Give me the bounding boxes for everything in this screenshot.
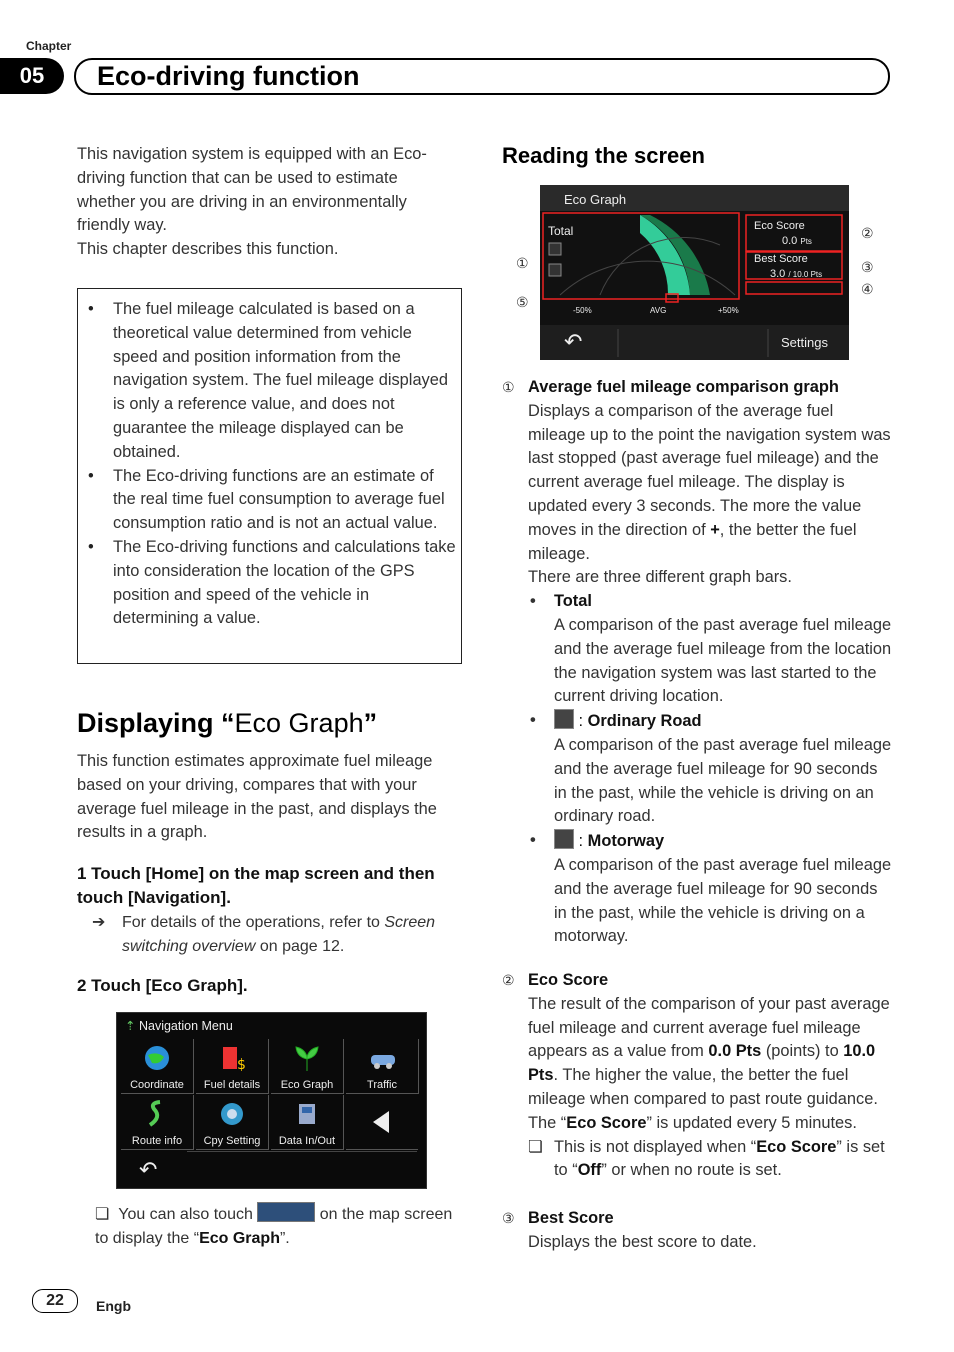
item-text: Displays the best score to date. [528, 1232, 757, 1251]
intro-paragraph-2: This chapter describes this function. [77, 240, 339, 259]
sub-text: A comparison of the past average fuel mileage and the average fuel mileage from the location the navigation system was last started to the current driving location. [554, 615, 892, 706]
fuel-pump-icon [217, 1043, 247, 1073]
axis-label-minus: -50% [573, 306, 592, 315]
eco-graph-shortcut-icon [257, 1202, 315, 1222]
data-card-icon [292, 1099, 322, 1129]
best-score-label: Best Score [754, 253, 808, 265]
nav-item-coordinate[interactable] [121, 1039, 194, 1094]
item-1 [502, 376, 892, 949]
nav-item-data-in-out[interactable] [271, 1095, 344, 1150]
back-icon[interactable]: ↶ [139, 1157, 158, 1182]
displaying-text: This function estimates approximate fuel mileage based on your driving, compares that with your average fuel mileage in the past, and displays the results in a graph. [77, 752, 437, 842]
nav-item-label: Eco Graph [280, 1079, 334, 1091]
gear-icon [217, 1099, 247, 1129]
sub-text: A comparison of the past average fuel mileage and the average fuel mileage for 90 seconds in the past, while the vehicle is driving on a motorway. [554, 855, 892, 946]
tip-text: on the map screen to display the “ [95, 1206, 453, 1247]
item-text: The “Eco Score” is updated every 5 minutes. [528, 1113, 857, 1132]
tip-text: For details of the operations, refer to [122, 914, 385, 931]
note-item: • The fuel mileage calculated is based on a theoretical value determined from vehicle speed and position information from the navigation system. The fuel mileage displayed is only a reference value, and does not guarantee the mileage displayed can be obtained. [86, 298, 456, 465]
back-icon[interactable]: ↶ [564, 329, 583, 354]
graph-bar-total: • Total A comparison of the past average fuel mileage and the average fuel mileage from the location the navigation system was last started to the current driving location. [528, 590, 892, 709]
checkbox-icon: ❏ [528, 1137, 543, 1156]
eco-graph-screenshot [540, 185, 849, 360]
step-1: 1 Touch [Home] on the map screen and then touch [Navigation]. [77, 864, 435, 907]
nav-item-eco-graph[interactable] [271, 1039, 344, 1094]
eco-screen-title: Eco Graph [564, 192, 627, 207]
step-2: 2 Touch [Eco Graph]. [77, 976, 248, 995]
section-heading-reading: Reading the screen [502, 143, 705, 168]
route-icon [142, 1099, 172, 1129]
best-score-value: 3.0 / 10.0 Pts [770, 268, 823, 280]
eco-score-value: 0.0 Pts [782, 235, 812, 247]
step-1-tip [92, 911, 462, 959]
nav-item-fuel-details[interactable] [196, 1039, 269, 1094]
navigation-menu-screenshot [116, 1012, 427, 1189]
language-code: Engb [96, 1298, 131, 1314]
nav-item-label: Data In/Out [278, 1135, 336, 1147]
leaf-icon [292, 1043, 322, 1073]
sub-title: Total [554, 592, 592, 611]
section-heading-displaying [77, 708, 377, 739]
item-text: There are three different graph bars. [528, 568, 792, 587]
triangle-left-icon [367, 1107, 397, 1137]
intro-paragraph-1: This navigation system is equipped with an Eco-driving function that can be used to estimate whether you are driving in an environmentally friendly way. [77, 145, 427, 235]
eco-total-label: Total [548, 224, 574, 238]
callout-3: ③ [861, 259, 874, 275]
item-2 [502, 969, 892, 1183]
graph-bar-ordinary-road: • : Ordinary Road A comparison of the past average fuel mileage and the average fuel mileage for 90 seconds in the past, while the vehicle is driving on an ordinary road. [528, 709, 892, 829]
note-item: • The Eco-driving functions and calculations take into consideration the location of the GPS position and speed of the vehicle in determining a value. [86, 536, 456, 631]
nav-menu-bottom-bar [187, 1151, 417, 1184]
tip-text: ”. [279, 1230, 290, 1247]
car-icon [367, 1043, 397, 1073]
chapter-number: 05 [0, 58, 64, 94]
item-title: Best Score [528, 1209, 614, 1227]
nav-item-label: Route info [131, 1135, 183, 1147]
nav-item-cpy-setting[interactable] [196, 1095, 269, 1150]
settings-button[interactable]: Settings [781, 335, 828, 350]
axis-label-avg: AVG [650, 306, 667, 315]
note-list [86, 298, 456, 631]
sub-title: Motorway [587, 832, 665, 851]
heading-part: Displaying “ [77, 708, 235, 738]
nav-item-route-info[interactable] [121, 1095, 194, 1150]
item-number: ① [502, 379, 515, 395]
axis-label-plus: +50% [718, 306, 739, 315]
heading-part: Eco Graph [234, 708, 364, 738]
item-note: ❏ This is not displayed when “Eco Score” is set to “Off” or when no route is set. [528, 1137, 885, 1180]
sub-text: A comparison of the past average fuel mileage and the average fuel mileage for 90 seconds in the past, while the vehicle is driving on an ordinary road. [554, 735, 892, 826]
page-number: 22 [32, 1289, 78, 1313]
note-item: • The Eco-driving functions are an estimate of the real time fuel consumption to average fuel consumption ratio and is not an actual value. [86, 465, 456, 536]
item-text: The result of the comparison of your past average fuel mileage and current average fuel mileage appears as a value from 0.0 Pts (points) to 10.0 Pts. The higher the value, the better the fuel mileage when compared to past route guidance. [528, 994, 890, 1108]
item-text: Displays a comparison of the average fuel mileage up to the point the navigation system was last stopped (past average fuel mileage) and the current average fuel mileage. The display is updated every 3 seconds. The more the value moves in the direction of +, the better the fuel mileage. [528, 401, 891, 563]
intro-text [77, 143, 457, 262]
nav-item-label: Traffic [367, 1079, 397, 1091]
checkbox-icon: ❏ [95, 1206, 110, 1223]
item-3 [502, 1207, 892, 1255]
svg-text:$: $ [237, 1057, 246, 1073]
tip-link-text: Screen switching overview [122, 914, 436, 955]
nav-item-traffic[interactable] [346, 1039, 419, 1094]
chapter-title: Eco-driving function [97, 61, 360, 91]
callout-2: ② [861, 225, 874, 241]
tip-eco-graph-shortcut [95, 1202, 465, 1251]
item-title: Eco Score [528, 971, 609, 989]
callout-1: ① [516, 255, 529, 271]
graph-bar-motorway: • : Motorway A comparison of the past average fuel mileage and the average fuel mileage for 90 seconds in the past, while the vehicle is driving on a motorway. [528, 829, 892, 949]
nav-item-label: Cpy Setting [203, 1135, 261, 1147]
nav-prev-page[interactable] [346, 1095, 418, 1150]
globe-icon [142, 1043, 172, 1073]
heading-part: ” [363, 708, 378, 738]
sub-title: Ordinary Road [587, 712, 702, 731]
item-title: Average fuel mileage comparison graph [528, 378, 839, 396]
eco-score-label: Eco Score [754, 220, 805, 232]
callout-4: ④ [861, 281, 874, 297]
tip-bold: Eco Graph [199, 1230, 280, 1247]
nav-menu-title: ⇡ Navigation Menu [125, 1019, 233, 1033]
tip-text: You can also touch [118, 1206, 258, 1223]
item-number: ② [502, 972, 515, 988]
nav-item-label: Fuel details [203, 1079, 261, 1091]
ordinary-road-icon [554, 709, 574, 729]
callout-5: ⑤ [516, 294, 529, 310]
motorway-icon [554, 829, 574, 849]
arrow-icon: ➔ [92, 914, 106, 931]
item-number: ③ [502, 1210, 515, 1226]
chapter-label: Chapter [26, 39, 72, 53]
tip-text: on page 12. [255, 938, 345, 955]
nav-item-label: Coordinate [130, 1079, 184, 1091]
